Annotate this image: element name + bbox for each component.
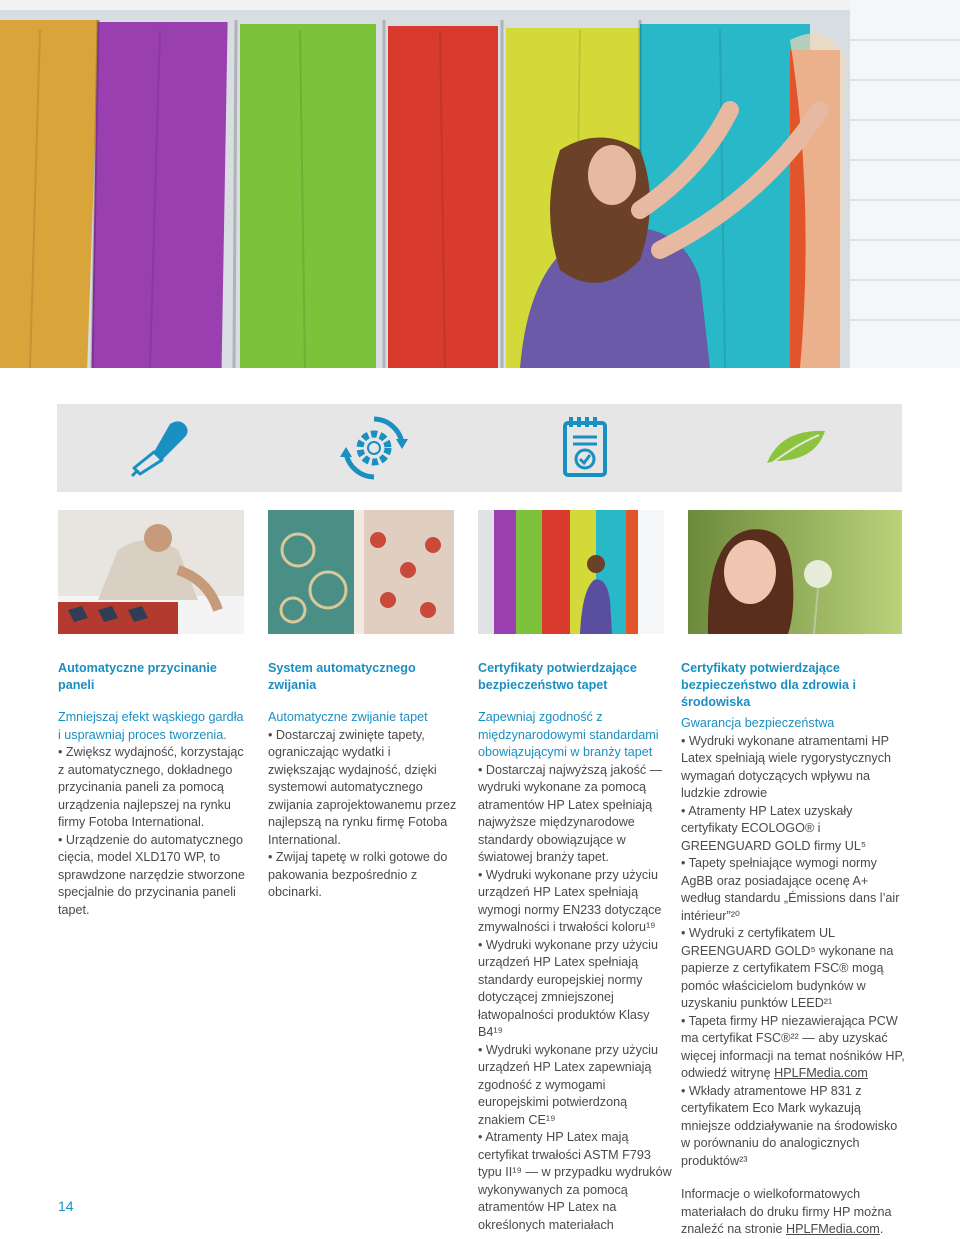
scalpel-cutter-icon xyxy=(57,404,268,492)
footer-text: Informacje o wielkoformatowych materiałach do druku firmy HP można znaleźć na stronie xyxy=(681,1187,892,1236)
bullet-item: • Dostarczaj zwinięte tapety, ograniczając wydatki i zwiększając wydajność, dzięki systemowi automatycznego zwijania zaprojektowanemu przez najlepszą na rynku firmę Fotoba International. xyxy=(268,727,457,847)
gear-cycle-icon xyxy=(268,404,479,492)
footer-note xyxy=(681,1186,909,1239)
thumb-colorful-planks xyxy=(478,510,664,634)
column-heading: Automatyczne przycinanie paneli xyxy=(58,661,217,692)
thumb-girl-blowing-dandelion xyxy=(688,510,902,634)
icon-band xyxy=(57,404,902,492)
bullet-item: • Atramenty HP Latex mają certyfikat trwałości ASTM F793 typu II¹⁹ — w przypadku wydruków wykonywanych za pomocą atramentów HP Latex na określonych materiałach xyxy=(478,1130,672,1232)
certificate-checklist-icon xyxy=(479,404,690,492)
thumb-rolled-wallpaper xyxy=(268,510,454,634)
hplfmedia-link[interactable]: HPLFMedia.com xyxy=(774,1066,868,1080)
bullet-item: • Dostarczaj najwyższą jakość — wydruki wykonane za pomocą atramentów HP Latex spełniają najwyższe międzynarodowe standardy obowiązujące w światowej branży tapet. xyxy=(478,762,663,864)
thumb-man-cutting-panels xyxy=(58,510,244,634)
column-heading: Certyfikaty potwierdzające bezpieczeństwo tapet xyxy=(478,661,637,692)
bullet-item: • Wkłady atramentowe HP 831 z certyfikatem Eco Mark wykazują mniejsze oddziaływanie na środowisko w porównaniu do analogicznych produktów²³ xyxy=(681,1083,898,1168)
bullet-item: • Wydruki wykonane przy użyciu urządzeń HP Latex zapewniają zgodność z wymogami europejskimi potwierdzoną znakiem CE¹⁹ xyxy=(478,1042,658,1127)
column-wallpaper-certifications xyxy=(478,660,674,1234)
column-intro: Gwarancja bezpieczeństwa xyxy=(681,716,835,730)
bullet-item: • Atramenty HP Latex uzyskały certyfikaty ECOLOGO® i GREENGUARD GOLD firmy UL⁵ xyxy=(681,803,867,853)
column-heading: Certyfikaty potwierdzające bezpieczeństwo dla zdrowia i środowiska xyxy=(681,661,856,709)
page-number: 14 xyxy=(58,1198,74,1214)
bullet-item: • Urządzenie do automatycznego cięcia, model XLD170 WP, to sprawdzone narzędzie stworzone specjalnie do przycinania paneli tapet. xyxy=(58,832,245,917)
bullet-item xyxy=(681,1013,909,1083)
column-health-environment-certifications xyxy=(681,660,909,1239)
bullet-item: • Zwijaj tapetę w rolki gotowe do pakowania bezpośrednio z obcinarki. xyxy=(268,850,448,899)
bullet-text: • Tapeta firmy HP niezawierająca PCW ma certyfikat FSC®²² — aby uzyskać więcej informacji na temat nośników HP, odwiedź witrynę xyxy=(681,1013,905,1080)
bullet-item: • Wydruki wykonane atramentami HP Latex spełniają wiele rygorystycznych wymagań dotyczących wpływu na ludzkie zdrowie xyxy=(681,733,891,800)
footer-period: . xyxy=(879,1222,884,1236)
column-automatic-rolling xyxy=(268,660,460,902)
hero-photo-woman-hanging-wallpaper xyxy=(0,0,960,368)
footer-hplfmedia-link[interactable]: HPLFMedia.com xyxy=(786,1222,880,1236)
column-intro: Automatyczne zwijanie tapet xyxy=(268,710,428,724)
bullet-item: • Wydruki wykonane przy użyciu urządzeń HP Latex spełniają standardy europejskiej normy dotyczącej zmniejszonej łatwopalności produktów Klasy B4¹⁹ xyxy=(478,937,658,1039)
bullet-item: • Zwiększ wydajność, korzystając z automatycznego, dokładnego przycinania paneli za pomocą urządzenia najlepszej na rynku firmy Fotoba International. xyxy=(58,745,244,829)
wood-planks xyxy=(0,20,840,368)
spacer xyxy=(681,1170,909,1186)
column-intro: Zmniejszaj efekt wąskiego gardła i usprawniaj proces tworzenia. xyxy=(58,710,244,742)
bullet-item: • Tapety spełniające wymogi normy AgBB oraz posiadające ocenę A+ według standardu „Émissions dans l’air intérieur”²⁰ xyxy=(681,856,900,923)
bullet-item: • Wydruki z certyfikatem UL GREENGUARD GOLD⁵ wykonane na papierze z certyfikatem FSC® mogą pomóc właścicielom budynków w uzyskaniu punktów LEED²¹ xyxy=(681,926,894,1010)
column-intro: Zapewniaj zgodność z międzynarodowymi standardami obowiązującymi w branży tapet xyxy=(478,710,659,759)
column-automatic-trimming xyxy=(58,660,248,919)
leaf-icon xyxy=(690,404,901,492)
bullet-item: • Wydruki wykonane przy użyciu urządzeń HP Latex spełniają wymogi normy EN233 dotyczące zmywalności i trwałości koloru¹⁹ xyxy=(478,867,662,934)
column-heading: System automatycznego zwijania xyxy=(268,661,416,692)
